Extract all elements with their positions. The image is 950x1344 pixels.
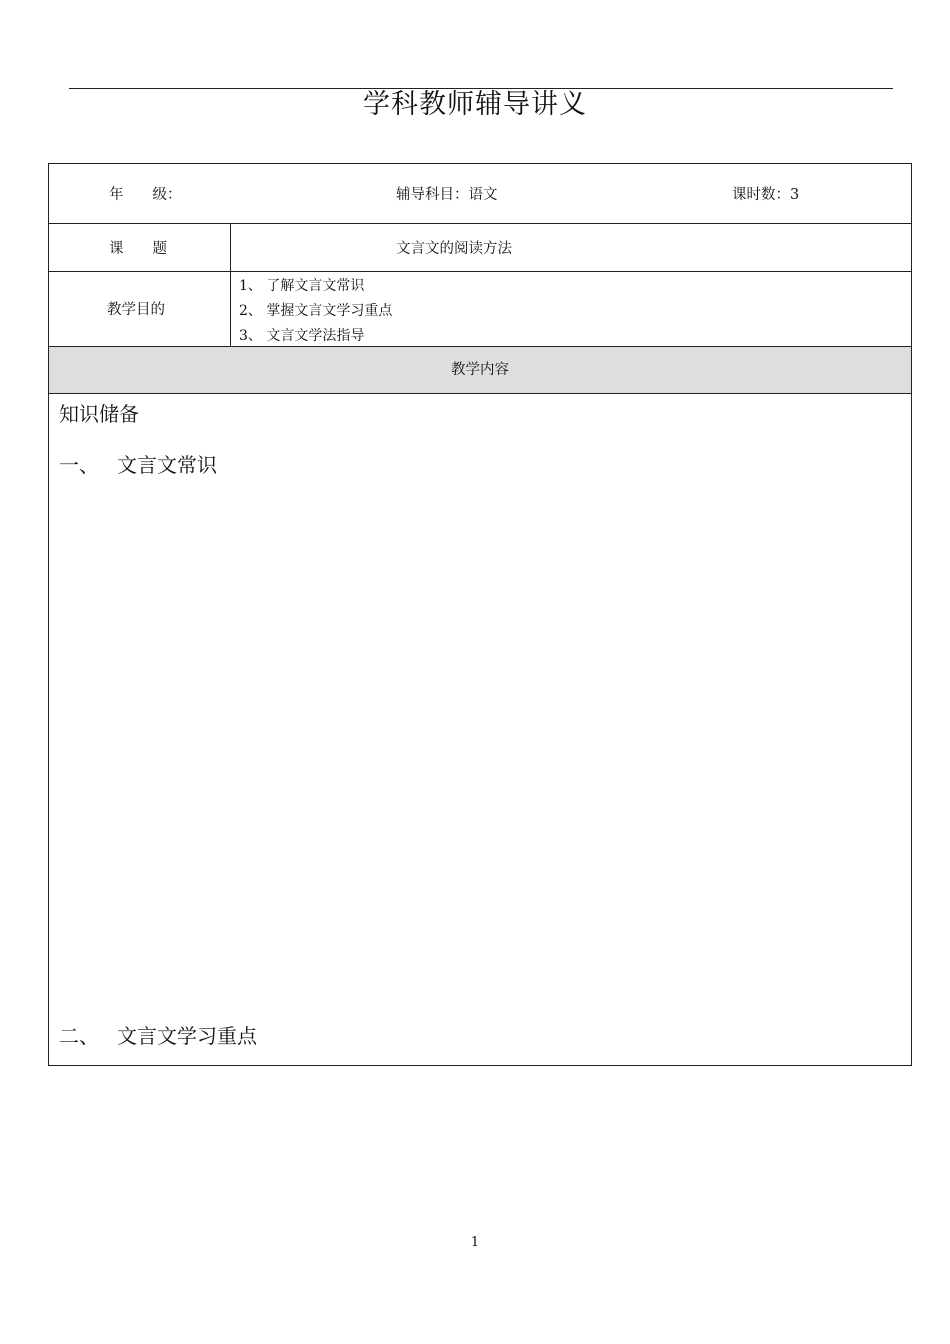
section-heading-1 bbox=[59, 452, 217, 478]
content-header: 教学内容 bbox=[451, 362, 509, 378]
objectives-label: 教学目的 bbox=[107, 302, 165, 318]
row-divider bbox=[49, 271, 911, 272]
subject-label: 辅导科目：语文 bbox=[396, 187, 498, 203]
row-divider bbox=[49, 223, 911, 224]
document-title: 学科教师辅导讲义 bbox=[363, 89, 587, 120]
row-divider bbox=[49, 393, 911, 394]
knowledge-heading: 知识储备 bbox=[59, 402, 139, 426]
column-divider bbox=[230, 223, 231, 346]
class-hours-label: 课时数：3 bbox=[732, 187, 800, 203]
objective-item: 2、 掌握文言文学习重点 bbox=[239, 303, 393, 319]
section-title: 文言文常识 bbox=[117, 453, 217, 477]
section-number: 二、 bbox=[59, 1024, 99, 1048]
section-number: 一、 bbox=[59, 453, 99, 477]
section-heading-2 bbox=[59, 1023, 257, 1049]
lesson-table bbox=[48, 163, 912, 1066]
section-title: 文言文学习重点 bbox=[117, 1024, 257, 1048]
objectives-list bbox=[239, 274, 392, 349]
objective-item: 3、 文言文学法指导 bbox=[239, 328, 365, 344]
objective-item: 1、 了解文言文常识 bbox=[239, 278, 365, 294]
topic-label: 课 题 bbox=[109, 241, 167, 257]
grade-label: 年 级： bbox=[109, 187, 182, 203]
page-number: 1 bbox=[470, 1235, 480, 1250]
topic-value: 文言文的阅读方法 bbox=[396, 241, 512, 257]
